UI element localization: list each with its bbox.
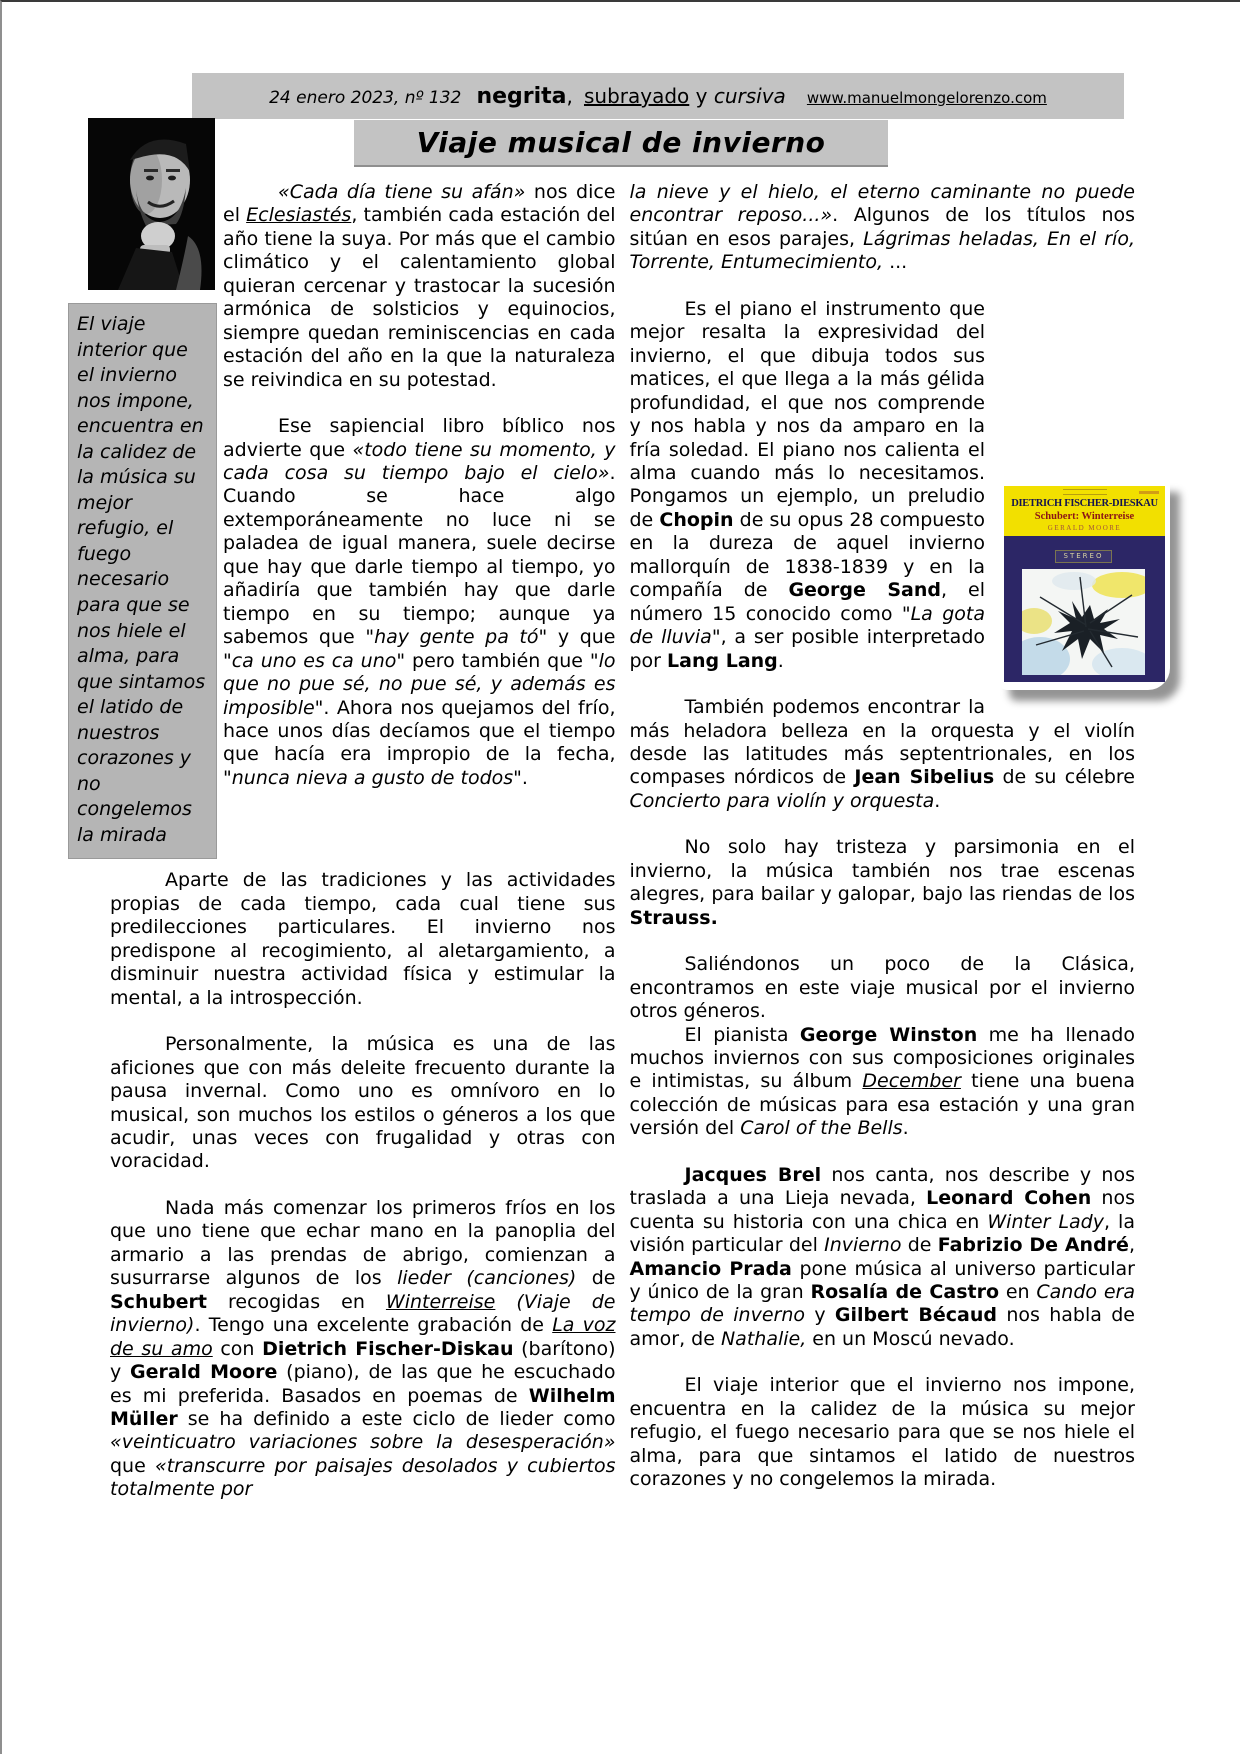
article-paragraph: El pianista George Winston me ha llenado muchos inviernos con sus composiciones originales e intimistas, su álbum December tiene una buena colección de músicas para esa estación y una gran versión del Carol of the Bells. [629,1023,1135,1140]
separator: , [566,84,573,108]
article-columns [77,181,1158,1525]
article-paragraph: Nada más comenzar los primeros fríos en los que uno tiene que echar mano en la panoplia del armario a las prendas de abrigo, comienzan a susurrarse algunos de los lieder (canciones) de Schubert recogidas en Winterreise (Viaje de invierno). Tengo una excelente grabación de La voz de su amo con Dietrich Fischer-Diskau (barítono) y Gerald Moore (piano), de las que he escuchado es mi preferida. Basados en poemas de Wilhelm Müller se ha definido a este ciclo de lieder como «veinticuatro variaciones sobre la desesperación» que «transcurre por paisajes desolados y cubiertos totalmente por [110,1196,616,1501]
issue-date: 24 enero 2023, nº 132 [269,88,462,108]
page-title: Viaje musical de invierno [354,120,888,167]
bold-sample: negrita [476,84,567,109]
album-pianist: GERALD MOORE [1047,523,1122,532]
article-paragraph: Saliéndonos un poco de la Clásica, encontramos en este viaje musical por el invierno otros géneros. [629,953,1135,1023]
stereo-badge: STEREO [1055,550,1113,563]
left-rail [68,118,217,859]
article-paragraph: Personalmente, la música es una de las aficiones que con más deleite frecuento durante la pausa invernal. Como uno es omnívoro en lo musical, son muchos los estilos o géneros a los que acudir, unas veces con frugalidad y otras con voracidad. [110,1033,616,1173]
article-paragraph: Aparte de las tradiciones y las actividades propias de cada tiempo, cada cual tiene sus predilecciones particulares. El invierno nos predispone al recogimiento, al aletargamiento, a disminuir nuestra actividad física y estimular la mental, a la introspección. [110,869,616,1009]
article-paragraph: No solo hay tristeza y parsimonia en el invierno, la música también nos trae escenas alegres, para bailar y galopar, bajo las riendas de los Strauss. [629,836,1135,929]
article-paragraph: Jacques Brel nos canta, nos describe y nos traslada a una Lieja nevada, Leonard Cohen nos cuenta su historia con una chica en Winter Lady, la visión particular del Invierno de Fabrizio De André, Amancio Prada pone música al universo particular y único de la gran Rosalía de Castro en Cando era tempo de inverno y Gilbert Bécaud nos habla de amor, de Nathalie, en un Moscú nevado. [629,1163,1135,1350]
article-column-1 [77,181,616,1525]
underline-sample: subrayado [583,84,690,108]
author-photo [88,118,215,290]
article-column-2 [629,181,1158,1525]
article-paragraph: Ese sapiencial libro bíblico nos advierte que «todo tiene su momento, y cada cosa su tiempo bajo el cielo». Cuando se hace algo extemporáneamente no luce ni se paladea de igual manera, suele decirse que hay que darle tiempo al tiempo, yo añadiría que también hay que darle tiempo en su tiempo; aunque ya sabemos que "hay gente pa tó" y que "ca uno es ca uno" pero también que "lo que no pue sé, no pue sé, y además es imposible". Ahora nos quejamos del frío, hace unos días decíamos que el tiempo que hacía era impropio de la fecha, "nunca nieva a gusto de todos". [223,415,616,789]
album-body [1004,536,1165,681]
album-cover [999,481,1170,690]
article-paragraph: DIETRICH FISCHER-DIESKAU Schubert: Winterreise GERALD MOORE STEREO Es el piano el instrumento que mejor resalta la expresividad del invierno, el que dibuja todos sus matices, el que llega a la más gélida profundidad, el que nos comprende y nos habla y nos da amparo en la fría soledad. El piano nos calienta el alma cuando más lo necesitamos. Pongamos un ejemplo, un preludio de Chopin de su opus 28 compuesto en la dureza de aquel invierno mallorquín de 1838-1839 y en la compañía de George Sand, el número 15 conocido como "La gota de lluvia", a ser posible interpretado por Lang Lang. [630,298,1136,673]
italic-sample: cursiva [713,84,786,108]
album-header [1004,486,1165,537]
record-label-icon [1006,489,1163,498]
pull-quote: El viaje interior que el invierno nos impone, encuentra en la calidez de la música su mejor refugio, el fuego necesario para que se nos hiele el alma, para que sintamos el latido de nuestros corazones y no congelemos la mirada [68,303,217,859]
crow-artwork-image [1022,569,1145,675]
conjunction: y [689,84,714,108]
article-paragraph: También podemos encontrar la más heladora belleza en la orquesta y el violín desde las latitudes más septentrionales, en los compases nórdicos de Jean Sibelius de su célebre Concierto para violín y orquesta. [629,696,1136,812]
site-link[interactable]: www.manuelmongelorenzo.com [806,89,1047,107]
article-paragraph: El viaje interior que el invierno nos impone, encuentra en la calidez de la música su mejor refugio, el fuego necesario para que se nos hiele el alma, para que sintamos el latido de nuestros corazones y no congelemos la mirada. [629,1374,1135,1491]
album-artist: DIETRICH FISCHER-DIESKAU [1011,497,1158,509]
article-paragraph: la nieve y el hielo, el eterno caminante no puede encontrar reposo...». Algunos de los títulos nos sitúan en esos parajes, Lágrimas heladas, En el río, Torrente, Entumecimiento, ... [629,181,1136,274]
header-bar [192,73,1124,119]
album-title: Schubert: Winterreise [1034,510,1135,522]
article-paragraph: «Cada día tiene su afán» nos dice el Eclesiastés, también cada estación del año tiene la suya. Por más que el cambio climático y el calentamiento global quieran cercenar y trastocar la sucesión armónica de solsticios y equinocios, siempre quedan reminiscencias en cada estación del año en la que la naturaleza se reivindica en su potestad. [223,181,616,391]
